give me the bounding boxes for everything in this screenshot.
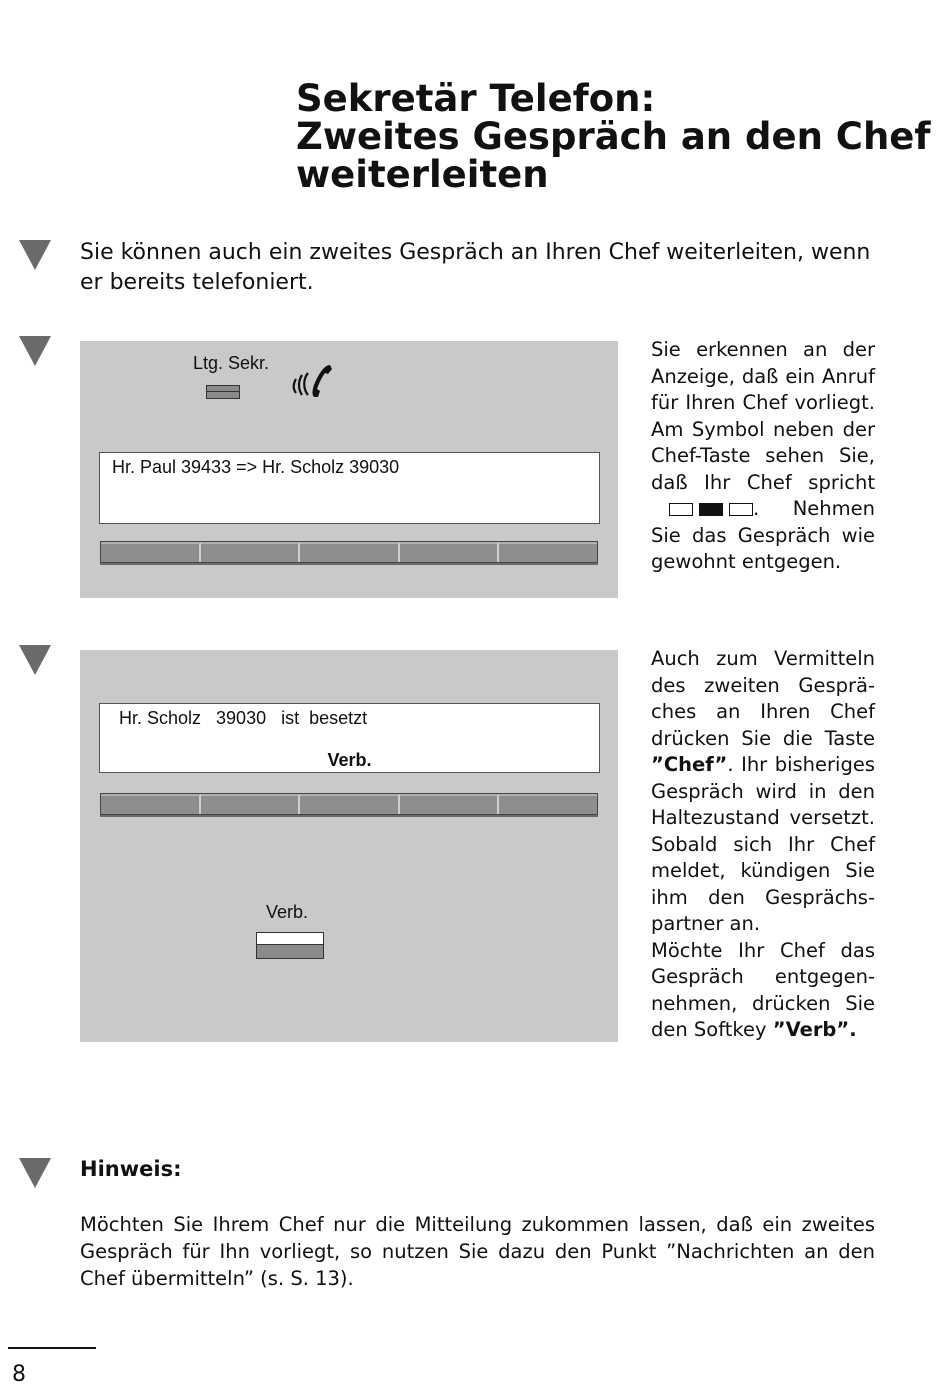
phone-display-panel-2: [80, 650, 618, 1042]
softkey-bar-2[interactable]: [100, 793, 598, 815]
hint-heading: Hinweis:: [80, 1157, 182, 1181]
softkey-1[interactable]: [101, 542, 201, 562]
softkey-4[interactable]: [400, 794, 500, 814]
softkey-5[interactable]: [499, 542, 597, 562]
phone-display-panel-1: [80, 341, 618, 598]
title-line-3: weiterleiten: [296, 153, 549, 196]
line-busy-icon: [699, 503, 723, 516]
side-text-1: [651, 337, 875, 576]
verb-key[interactable]: [256, 932, 324, 959]
intro-text: Sie können auch ein zweites Gespräch an Ihren Chef weiterleiten, wenn er bereits telefoniert.: [80, 240, 871, 295]
triangle-bullet-icon: [19, 336, 51, 366]
page-title: [296, 77, 931, 196]
verb-softkey-name: ”Verb”.: [772, 1018, 857, 1041]
softkey-5[interactable]: [499, 794, 597, 814]
softkey-3[interactable]: [300, 794, 400, 814]
triangle-bullet-icon: [19, 645, 51, 675]
display-text-1: Hr. Paul 39433 => Hr. Scholz 39030: [112, 457, 400, 477]
line-idle-icon: [729, 503, 753, 516]
display-text-2: Hr. Scholz 39030 ist besetzt: [119, 708, 368, 728]
hint-text: Möchten Sie Ihrem Chef nur die Mitteilung zukommen lassen, daß ein zweites Gespräch für Ihn vorliegt, so nutzen Sie dazu den Punkt ”Nachrichten an den Chef übermitteln” (s. S. 13).: [80, 1213, 875, 1290]
ltg-sekr-key-label: Ltg. Sekr.: [193, 353, 270, 373]
ringing-phone-icon: [290, 361, 338, 401]
side-text-1-part-1: Sie erkennen an der Anzeige, daß ein Anruf für Ihren Chef vorliegt. Am Symbol neben der Chef-Taste sehen Sie, daß Ihr Chef spricht: [651, 338, 875, 494]
verb-key-label: Verb.: [266, 902, 309, 922]
softkey-2[interactable]: [201, 542, 301, 562]
triangle-bullet-icon: [19, 1158, 51, 1188]
lcd-display-2: [99, 703, 600, 773]
softkey-4[interactable]: [400, 542, 500, 562]
side-text-1-part-2: . Nehmen Sie das Gespräch wie gewohnt entgegen.: [651, 497, 875, 573]
side-text-2: [651, 646, 875, 1044]
softkey-verb[interactable]: [101, 794, 201, 814]
lcd-display-1: [99, 452, 600, 524]
display-softkey-verb: Verb.: [327, 750, 372, 770]
page-number: 8: [12, 1362, 26, 1387]
ltg-sekr-key[interactable]: [206, 385, 240, 399]
side-text-2-p1: Auch zum Vermitteln des zweiten Gesprä-ches an Ihren Chef drücken Sie die Taste: [651, 647, 875, 750]
title-line-1: Sekretär Telefon:: [296, 77, 656, 120]
side-text-2-p2: . Ihr bisheriges Gespräch wird in den Haltezustand versetzt. Sobald sich Ihr Chef meldet, kündigen Sie ihm den Gesprächs-partner an.: [651, 753, 875, 935]
softkey-bar-1[interactable]: [100, 541, 598, 563]
side-text-2-p3: Möchte Ihr Chef das Gespräch entgegen-nehmen, drücken Sie den Softkey: [651, 938, 875, 1041]
footer-divider: [8, 1347, 96, 1349]
softkey-2[interactable]: [201, 794, 301, 814]
title-line-2: Zweites Gespräch an den Chef: [296, 115, 931, 158]
triangle-bullet-icon: [19, 240, 51, 270]
chef-key-name: ”Chef”: [651, 753, 728, 776]
line-idle-icon: [669, 503, 693, 516]
softkey-3[interactable]: [300, 542, 400, 562]
